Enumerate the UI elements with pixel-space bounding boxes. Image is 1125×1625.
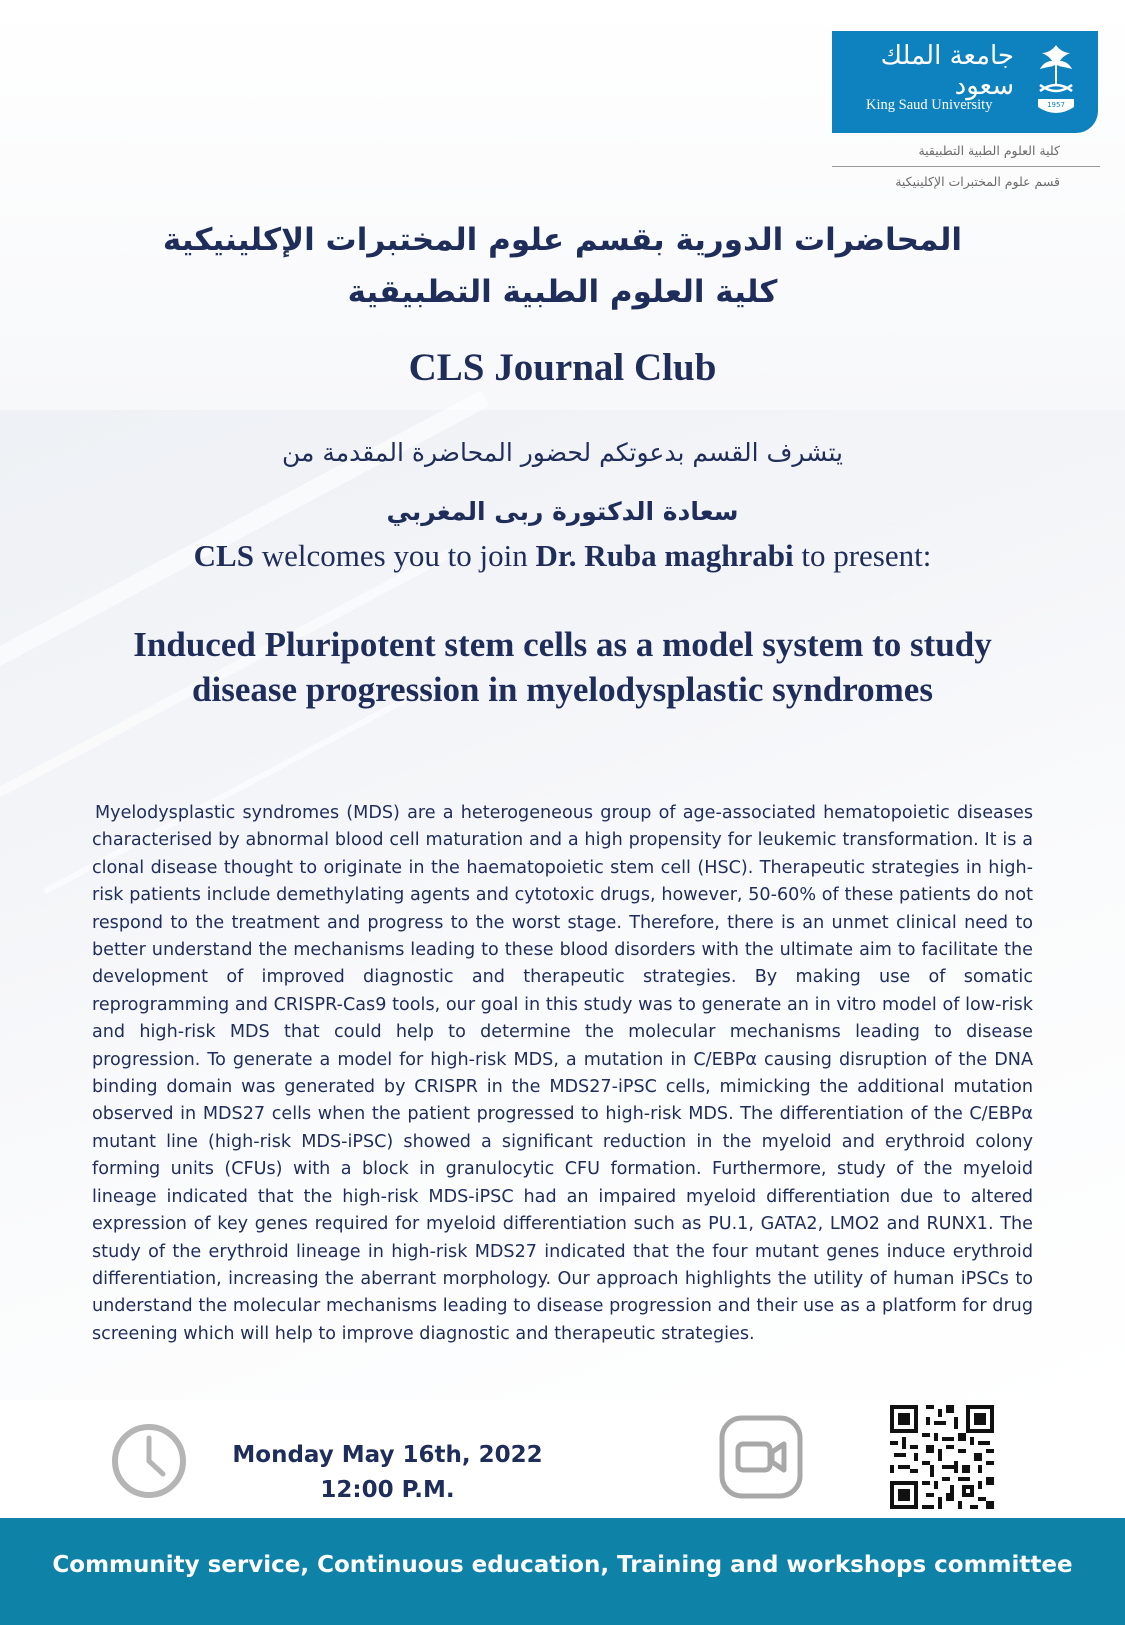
clock-icon [110, 1422, 188, 1500]
event-datetime [220, 1438, 555, 1508]
logo-english-name: King Saud University [866, 97, 993, 113]
department-arabic: قسم علوم المختبرات الإكلينيكية [895, 174, 1060, 189]
welcome-line [0, 538, 1125, 574]
qr-code[interactable] [890, 1405, 994, 1509]
arabic-heading-line1: المحاضرات الدورية بقسم علوم المختبرات الإكلينيكية [162, 222, 963, 258]
university-logo [832, 31, 1098, 133]
welcome-prefix: CLS [193, 538, 254, 573]
welcome-suffix: to present: [793, 538, 932, 573]
talk-abstract: Myelodysplastic syndromes (MDS) are a heterogeneous group of age-associated hematopoietic diseases characterised by abnormal blood cell maturation and a high propensity for leukemic transformation. It is a clonal disease thought to originate in the haematopoietic stem cell (HSC). Therapeutic strategies in high-risk patients include demethylating agents and cytotoxic drugs, however, 50-60% of these patients do not respond to the treatment and progress to the worst stage. Therefore, there is an unmet clinical need to better understand the mechanisms leading to these blood disorders with the ultimate aim to facilitate the development of improved diagnostic and therapeutic strategies. By making use of somatic reprogramming and CRISPR-Cas9 tools, our goal in this study was to generate an in vitro model of low-risk and high-risk MDS that could help to determine the molecular mechanisms leading to disease progression. To generate a model for high-risk MDS, a mutation in C/EBPα causing disruption of the DNA binding domain was generated by CRISPR in the MDS27-iPSC cells, mimicking the additional mutation observed in MDS27 cells when the patient progressed to high-risk MDS. The differentiation of the C/EBPα mutant line (high-risk MDS-iPSC) showed a significant reduction in the myeloid and erythroid colony forming units (CFUs) with a block in granulocytic CFU formation. Furthermore, study of the myeloid lineage indicated that the high-risk MDS-iPSC had an impaired myeloid differentiation due to altered expression of key genes required for myeloid differentiation such as PU.1, GATA2, LMO2 and RUNX1. The study of the erythroid lineage in high-risk MDS27 indicated that the four mutant genes induce erythroid differentiation, increasing the aberrant morphology. Our approach highlights the utility of human iPSCs to understand the molecular mechanisms leading to disease progression and their use as a platform for drug screening which will help to improve diagnostic and therapeutic strategies. [92, 803, 1033, 1344]
logo-divider [832, 166, 1100, 167]
event-time: 12:00 P.M. [320, 1477, 455, 1503]
college-arabic: كلية العلوم الطبية التطبيقية [918, 143, 1060, 158]
speaker-name: Dr. Ruba maghrabi [535, 538, 794, 573]
logo-arabic-name: جامعة الملك سعود [880, 41, 1014, 101]
arabic-invitation: يتشرف القسم بدعوتكم لحضور المحاضرة المقدمة من [282, 438, 843, 467]
video-camera-icon [718, 1414, 804, 1500]
seal-year: 1957 [1047, 101, 1065, 109]
palm-swords-seal-icon [1030, 41, 1082, 119]
event-date: Monday May 16th, 2022 [232, 1442, 543, 1468]
welcome-middle: welcomes you to join [253, 538, 536, 573]
arabic-heading-line2: كلية العلوم الطبية التطبيقية [347, 274, 778, 310]
arabic-speaker-name: سعادة الدكتورة ربى المغربي [386, 497, 739, 526]
footer-committee: Community service, Continuous education, Training and workshops committee [52, 1552, 1073, 1578]
club-title: CLS Journal Club [408, 346, 717, 389]
talk-title: Induced Pluripotent stem cells as a model system to study disease progression in myelodysplastic syndromes [133, 625, 992, 709]
